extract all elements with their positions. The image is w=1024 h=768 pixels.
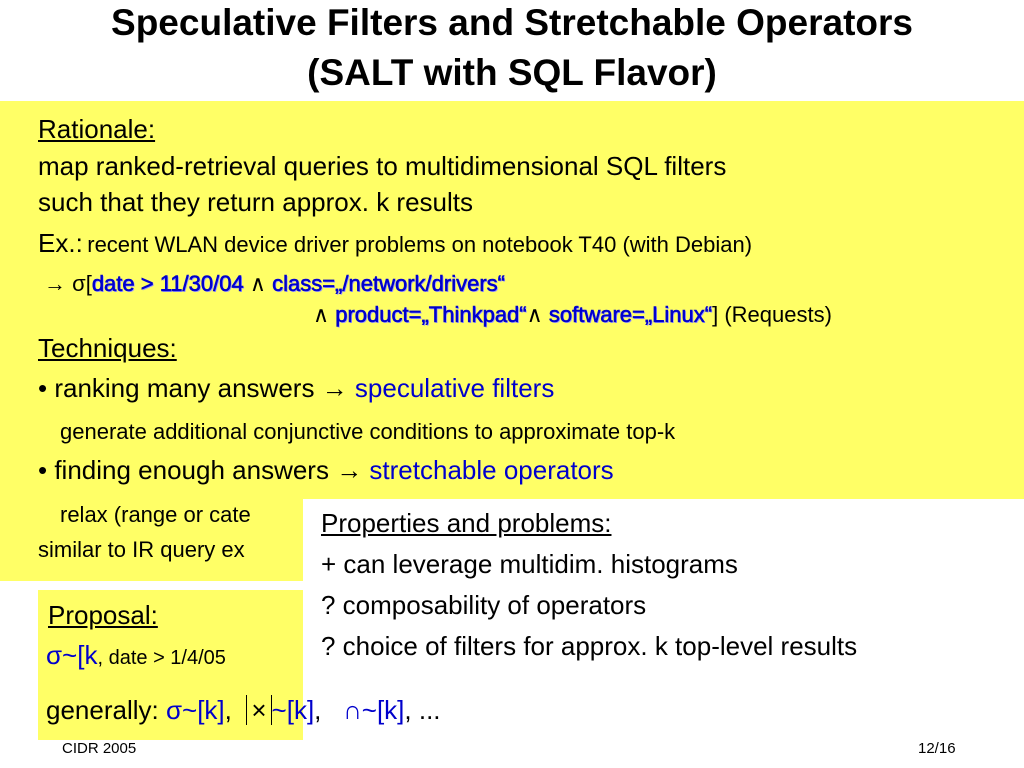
properties-line2: ? composability of operators [321, 590, 647, 620]
op-sigma: σ~[k] [165, 695, 225, 725]
rationale-heading: Rationale: [38, 114, 156, 144]
and-symbol-2: ∧ [313, 302, 330, 327]
slide-title-line1: Speculative Filters and Stretchable Operators [111, 2, 913, 43]
technique-1-prefix: • ranking many answers → [38, 373, 348, 403]
query-line1 [44, 271, 505, 297]
op-join-symbol: × [246, 695, 271, 725]
technique-1 [38, 373, 554, 404]
technique-2-desc-2: similar to IR query ex [38, 537, 245, 562]
proposal-heading: Proposal: [48, 600, 158, 630]
technique-2-desc: relax (range or cate [60, 502, 251, 527]
technique-2 [38, 455, 614, 486]
query-close: ] (Requests) [712, 302, 832, 327]
query-arrow: → σ[ [44, 271, 92, 296]
properties-line1: + can leverage multidim. histograms [321, 549, 738, 579]
and-symbol-3: ∧ [526, 302, 543, 327]
example-line [38, 228, 752, 259]
technique-2-prefix: • finding enough answers → [38, 455, 363, 485]
sep-2: , [314, 695, 322, 725]
tail: , ... [404, 695, 441, 725]
rationale-line2: such that they return approx. k results [38, 187, 473, 217]
example-text: recent WLAN device driver problems on notebook T40 (with Debian) [87, 232, 753, 257]
query-line2 [313, 302, 832, 328]
generally-line [46, 695, 441, 726]
properties-heading: Properties and problems: [321, 508, 612, 538]
footer-conference: CIDR 2005 [62, 740, 137, 757]
query-software: software=„Linux“ [548, 302, 713, 327]
sep-1: , [224, 695, 232, 725]
techniques-heading: Techniques: [38, 333, 177, 363]
technique-2-term: stretchable operators [369, 455, 614, 485]
proposal-sigma: σ~[k [46, 640, 98, 670]
generally-label: generally: [46, 695, 159, 725]
proposal-line1 [46, 640, 226, 671]
query-class: class=„/network/drivers“ [272, 271, 505, 296]
op-intersect: ∩~[k] [343, 695, 405, 725]
and-symbol-1: ∧ [249, 271, 266, 296]
slide-title-line2: (SALT with SQL Flavor) [307, 52, 717, 93]
op-join-rest: ~[k] [271, 695, 315, 725]
query-product: product=„Thinkpad“ [335, 302, 527, 327]
properties-line3: ? choice of filters for approx. k top-level results [321, 631, 858, 661]
footer-page-number: 12/16 [918, 740, 956, 757]
proposal-date: , date > 1/4/05 [97, 647, 226, 669]
rationale-line1: map ranked-retrieval queries to multidimensional SQL filters [38, 151, 727, 181]
query-date: date > 11/30/04 [91, 271, 244, 296]
technique-1-term: speculative filters [354, 373, 555, 403]
example-prefix: Ex.: [38, 228, 83, 258]
technique-1-desc: generate additional conjunctive conditions to approximate top-k [60, 419, 676, 444]
